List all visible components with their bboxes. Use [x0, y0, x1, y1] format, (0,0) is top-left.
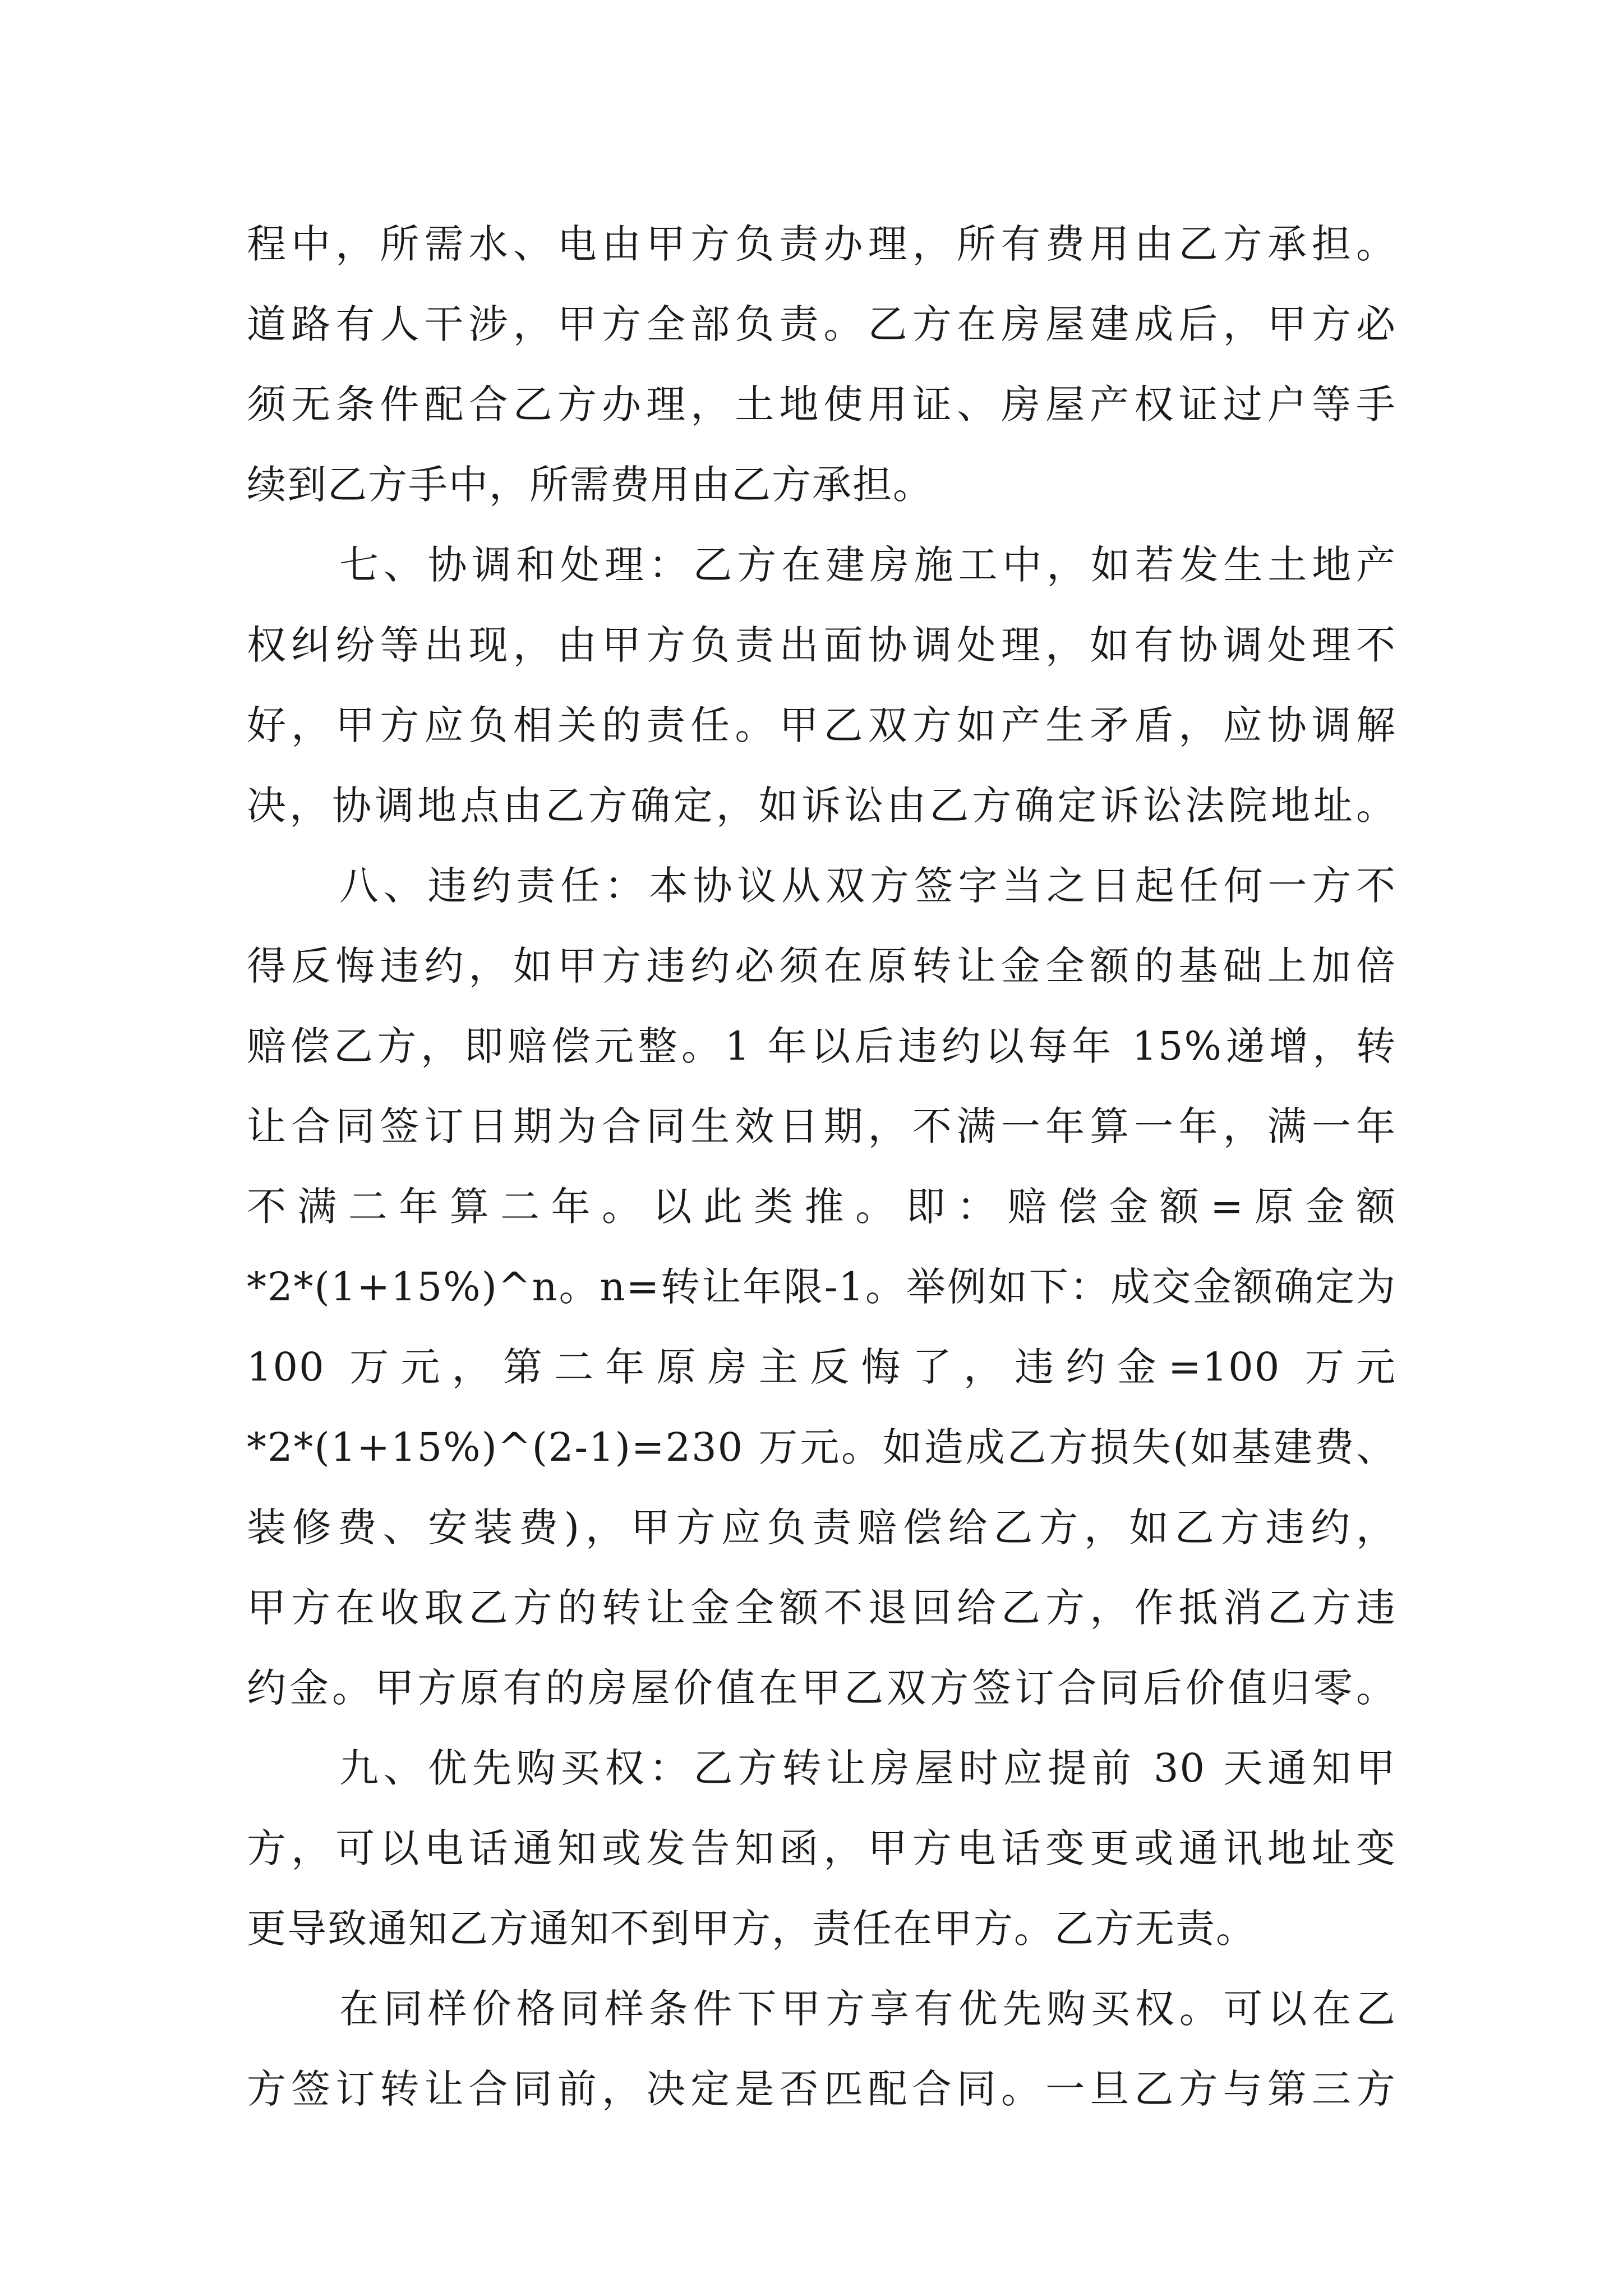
text-line: 须无条件配合乙方办理，土地使用证、房屋产权证过户等手: [247, 381, 1396, 427]
text-line: 方，可以电话通知或发告知函，甲方电话变更或通讯地址变: [247, 1825, 1396, 1871]
section-heading-line: 八、违约责任：本协议从双方签字当之日起任何一方不: [339, 863, 1396, 909]
text-line: 权纠纷等出现，由甲方负责出面协调处理，如有协调处理不: [247, 622, 1396, 668]
text-line: 好，甲方应负相关的责任。甲乙双方如产生矛盾，应协调解: [247, 702, 1396, 748]
text-line: 道路有人干涉，甲方全部负责。乙方在房屋建成后，甲方必: [247, 301, 1396, 347]
text-line: *2*(1+15%)^(2-1)=230 万元。如造成乙方损失(如基建费、: [247, 1424, 1396, 1470]
text-line: 程中，所需水、电由甲方负责办理，所有费用由乙方承担。: [247, 221, 1396, 267]
paragraph-start-line: 在同样价格同样条件下甲方享有优先购买权。可以在乙: [339, 1986, 1396, 2032]
section-heading-line: 七、协调和处理：乙方在建房施工中，如若发生土地产: [339, 542, 1396, 588]
text-line: *2*(1+15%)^n。n=转让年限-1。举例如下：成交金额确定为: [247, 1264, 1396, 1310]
text-line: 不满二年算二年。以此类推。即：赔偿金额=原金额: [247, 1184, 1396, 1230]
text-line: 更导致通知乙方通知不到甲方，责任在甲方。乙方无责。: [247, 1906, 1256, 1952]
text-line: 得反悔违约，如甲方违约必须在原转让金全额的基础上加倍: [247, 943, 1396, 989]
text-line: 约金。甲方原有的房屋价值在甲乙双方签订合同后价值归零。: [247, 1665, 1396, 1711]
text-line: 方签订转让合同前，决定是否匹配合同。一旦乙方与第三方: [247, 2066, 1396, 2112]
text-line: 让合同签订日期为合同生效日期，不满一年算一年，满一年: [247, 1103, 1396, 1149]
text-line: 赔偿乙方，即赔偿元整。1 年以后违约以每年 15%递增，转: [247, 1023, 1396, 1069]
document-page: [247, 0, 1396, 2296]
text-line: 装修费、安装费)，甲方应负责赔偿给乙方，如乙方违约，: [247, 1504, 1396, 1550]
text-line: 100 万元，第二年原房主反悔了，违约金=100 万元: [247, 1344, 1396, 1390]
text-line: 甲方在收取乙方的转让金全额不退回给乙方，作抵消乙方违: [247, 1585, 1396, 1631]
text-line: 续到乙方手中，所需费用由乙方承担。: [247, 462, 933, 508]
section-heading-line: 九、优先购买权：乙方转让房屋时应提前 30 天通知甲: [339, 1745, 1396, 1791]
text-line: 决，协调地点由乙方确定，如诉讼由乙方确定诉讼法院地址。: [247, 783, 1396, 829]
